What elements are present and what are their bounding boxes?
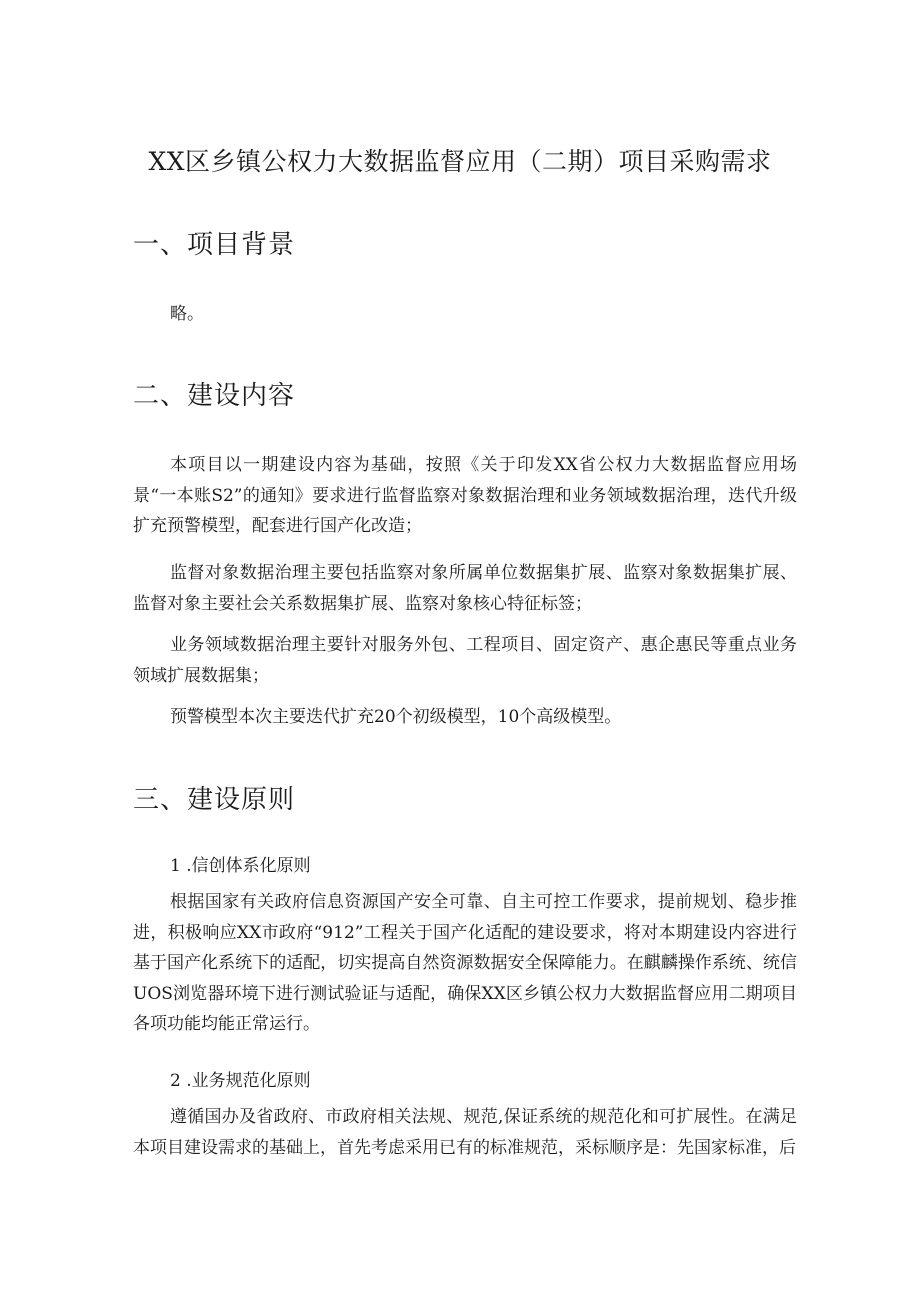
section-heading-principles: 三、建设原则 <box>133 785 296 815</box>
principle-heading-2: 2 .业务规范化原则 <box>170 1071 311 1091</box>
principle-heading-1: 1 .信创体系化原则 <box>170 856 311 876</box>
content-paragraph-1: 本项目以一期建设内容为基础，按照《关于印发XX省公权力大数据监督应用场景“一本账S2”的通知》要求进行监督监察对象数据治理和业务领域数据治理，迭代升级扩充预警模型，配套进行国产化改造； <box>133 455 797 536</box>
principle-paragraph-1: 根据国家有关政府信息资源国产安全可靠、自主可控工作要求，提前规划、稳步推进，积极响应XX市政府“912”工程关于国产化适配的建设要求，将对本期建设内容进行基于国产化系统下的适配，切实提高自然资源数据安全保障能力。在麒麟操作系统、统信UOS浏览器环境下进行测试验证与适配，确保XX区乡镇公权力大数据监督应用二期项目各项功能均能正常运行。 <box>133 892 797 1034</box>
content-paragraph-4: 预警模型本次主要迭代扩充20个初级模型，10个高级模型。 <box>170 707 622 727</box>
document-title: XX区乡镇公权力大数据监督应用（二期）项目采购需求 <box>148 147 772 176</box>
background-paragraph: 略。 <box>170 304 204 324</box>
content-paragraph-2: 监督对象数据治理主要包括监察对象所属单位数据集扩展、监察对象数据集扩展、监督对象主要社会关系数据集扩展、监察对象核心特征标签； <box>133 563 797 614</box>
content-paragraph-3: 业务领域数据治理主要针对服务外包、工程项目、固定资产、惠企惠民等重点业务领域扩展数据集； <box>133 635 797 686</box>
section-heading-content: 二、建设内容 <box>133 381 296 411</box>
section-heading-background: 一、项目背景 <box>133 230 296 260</box>
principle-paragraph-2: 遵循国办及省政府、市政府相关法规、规范,保证系统的规范化和可扩展性。在满足本项目建设需求的基础上，首先考虑采用已有的标准规范，采标顺序是：先国家标准，后 <box>133 1107 797 1158</box>
